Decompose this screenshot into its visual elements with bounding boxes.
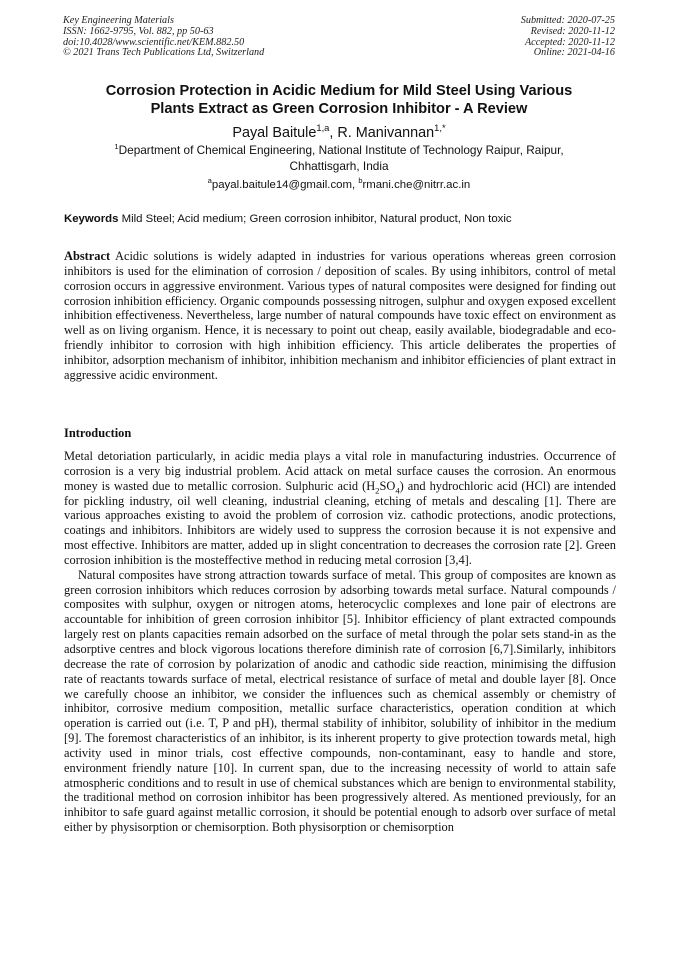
introduction-body [64, 449, 616, 835]
introduction-heading: Introduction [64, 426, 132, 440]
keywords-label: Keywords [64, 213, 119, 225]
author-list [60, 124, 618, 142]
journal-copyright: © 2021 Trans Tech Publications Ltd, Switzerland [63, 47, 265, 59]
author-2-affil-marker: 1,* [434, 123, 446, 134]
submission-dates-header [521, 16, 615, 59]
journal-name: Key Engineering Materials [63, 15, 174, 26]
affiliation [60, 142, 618, 174]
intro-p1-text-b: SO [379, 478, 396, 493]
journal-issn: ISSN: 1662-9795, Vol. 882, pp 50-63 [63, 25, 214, 37]
keywords-line [64, 212, 616, 226]
email-b-marker: b [358, 176, 363, 186]
intro-paragraph-1 [64, 449, 616, 568]
journal-doi: doi:10.4028/www.scientific.net/KEM.882.50 [63, 36, 245, 48]
revised-date: Revised: 2020-11-12 [530, 25, 615, 37]
author-1-name: Payal Baitule [232, 125, 317, 141]
abstract-paragraph [64, 249, 616, 383]
author-separator: , [329, 125, 338, 141]
accepted-date: Accepted: 2020-11-12 [524, 36, 615, 48]
intro-p1-sub-1: 2 [375, 485, 380, 496]
email-a-marker: a [207, 176, 212, 186]
author-2-name: R. Manivannan [337, 125, 435, 141]
author-emails [60, 178, 618, 192]
author-1-affil-marker: 1,a [316, 123, 330, 134]
intro-p1-text-a: Metal detoriation particularly, in acidic media plays a vital role in manufacturing industries. Occurrence of corrosion is a very big industrial problem. Acid attack on metal surface causes the corrosion. An enormous money is wasted due to metallic corrosion. Sulphuric acid (H [64, 449, 616, 493]
affiliation-marker: 1 [114, 142, 119, 152]
affiliation-text-1: Department of Chemical Engineering, National Institute of Technology Raipur, Raipur, [118, 143, 564, 157]
affiliation-line-2: Chhattisgarh, India [289, 159, 389, 173]
abstract-text: Acidic solutions is widely adapted in industries for various operations whereas green corrosion inhibitors is used for the elimination of corrosion / deposition of scales. By using inhibitors, control of metal corrosion occurs in aggressive environment. Various types of natural composites were designed for finding out corrosion inhibition efficiency. Organic compounds possessing nitrogen, sulphur and oxygen exposed excellent inhibition effectiveness. Nevertheless, large number of natural compounds have toxic effect on environment as well as on living organism. Hence, it is necessary to point out cheap, easily available, biodegradable and eco-friendly inhibitor to corrosion with high inhibition efficiency. This article deliberates the properties of inhibitor, adsorption mechanism of inhibitor, inhibition mechanism and inhibitor efficiencies of plant extract in aggressive acidic environment. [64, 249, 616, 382]
affiliation-line-1 [60, 142, 618, 158]
intro-p1-text-c: ) and hydrochloric acid (HCl) are intended for pickling industry, oil well cleaning, industrial cleaning, etching of metals and descaling [1]. There are various approaches existing to avoid the problem of corrosion viz. cathodic protections, anodic protections, coatings and inhibitors. Inhibitors are widely used to suppress the corrosion because it is not expensive and most effective. Inhibitors are matter, added up in slight concentration to decreases the corrosion rate [2]. Green corrosion inhibition is the mosteffective method in reducing metal corrosion [3,4]. [64, 478, 617, 567]
abstract-label: Abstract [64, 249, 111, 263]
email-a: payal.baitule14@gmail.com, [211, 179, 359, 191]
online-date: Online: 2021-04-16 [533, 47, 615, 59]
keywords-text: Mild Steel; Acid medium; Green corrosion inhibitor, Natural product, Non toxic [118, 213, 512, 225]
submitted-date: Submitted: 2020-07-25 [520, 15, 615, 26]
intro-p1-sub-2: 4 [395, 485, 400, 496]
email-b: rmani.che@nitrr.ac.in [362, 179, 471, 191]
title-line-2: Plants Extract as Green Corrosion Inhibitor - A Review [150, 101, 528, 117]
intro-paragraph-2: Natural composites have strong attraction towards surface of metal. This group of composites are known as green corrosion inhibitors which reduces corrosion by adsorbing towards metal surface. Natural compounds / composites with sulphur, oxygen or nitrogen atoms, heterocyclic complexes and lone pair of electrons are accountable for inhibition of green corrosion inhibitor [5]. Inhibitor efficiency of plant extracted compounds largely rest on plants capacities remain adsorbed on the surface of metal through the polar sets stand-in as the adsorptive centres and block vigorous locations therefore diminish rate of corrosion [6,7].Similarly, inhibitors decrease the rate of corrosion by polarization of anodic and cathodic side reaction, minimising the diffusion rate of reactants towards surface of metal, electrical resistance of surface of metal and double layer [8]. Once we carefully choose an inhibitor, we consider the influences such as chemical assembly or chemistry of inhibitor, corrosive medium composition, metallic surface characteristics, operation condition at which operation is carried out (i.e. T, P and pH), thermal stability of inhibitor, solubility of inhibitor in the medium [9]. The foremost characteristics of an inhibitor, is its inherent property to give protection towards metal, high activity used in minor trials, cost effective compounds, non-contaminant, easy to handle and store, environment friendly nature [10]. In current span, due to the increasing necessity of world to attain safe atmospheric conditions and to result in use of chemical substances which are benign to environmental stability, the traditional method on corrosion inhibitor has been progressively altered. As mentioned previously, for an inhibitor to safe guard against metallic corrosion, it should be potential enough to adsorb over surface of metal either by physisorption or chemisorption. Both physisorption or chemisorption [64, 567, 616, 835]
title-line-1: Corrosion Protection in Acidic Medium for Mild Steel Using Various [105, 83, 573, 99]
paper-title [60, 82, 618, 118]
journal-info-header [63, 16, 264, 59]
